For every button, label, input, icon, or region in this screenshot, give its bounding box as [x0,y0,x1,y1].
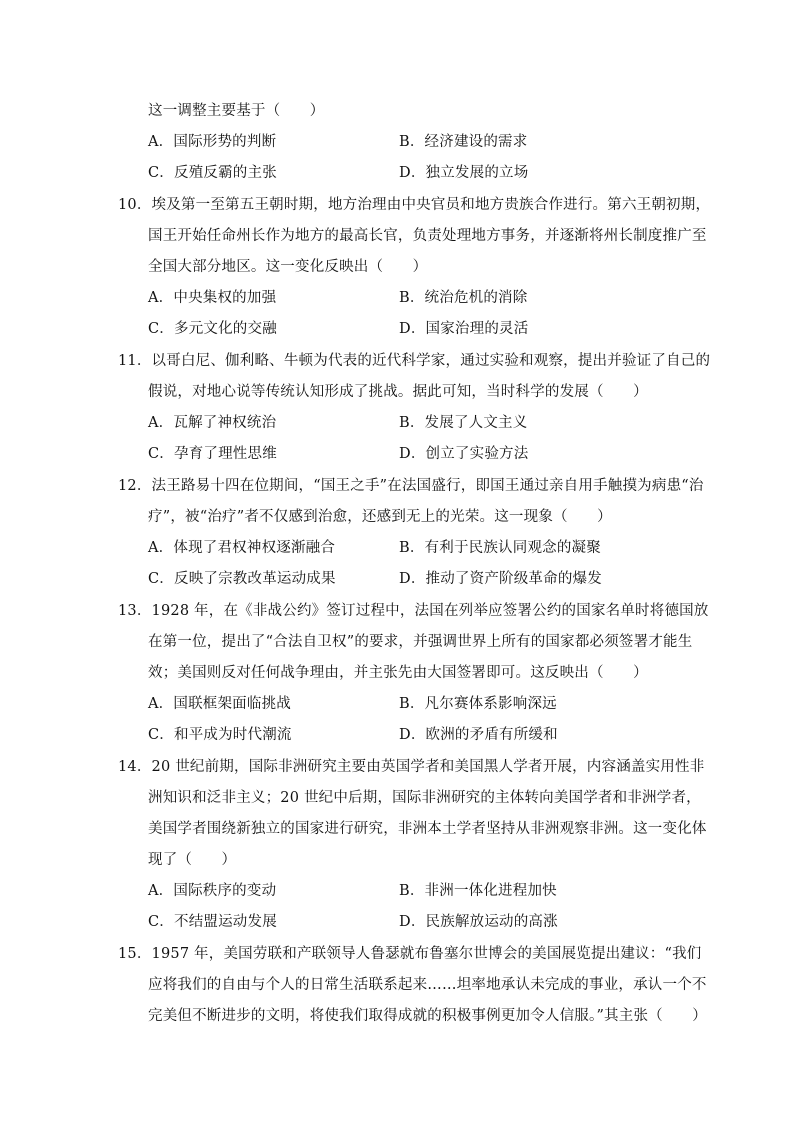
question-10-stem-line-1: 10．埃及第一至第五王朝时期，地方治理由中央官员和地方贵族合作进行。第六王朝初期， [118,197,711,213]
question-14-stem-line-3: 美国学者围绕新独立的国家进行研究，非洲本土学者坚持从非洲观察非洲。这一变化体 [148,821,707,837]
question-15-stem-line-2: 应将我们的自由与个人的日常生活联系起来……坦率地承认未完成的事业，承认一个不 [148,977,707,993]
question-10-stem-line-3: 全国大部分地区。这一变化反映出（ ） [148,259,428,275]
question-11-option-c[interactable]: C．孕育了理性思维 [148,446,277,462]
question-12-stem-line-1: 12．法王路易十四在位期间，“国王之手”在法国盛行，即国王通过亲自用手触摸为病患“治 [118,478,704,494]
question-9-option-b[interactable]: B．经济建设的需求 [399,134,528,150]
question-13-option-c[interactable]: C．和平成为时代潮流 [148,727,292,743]
question-13-option-b[interactable]: B．凡尔赛体系影响深远 [399,696,557,712]
question-14-option-a[interactable]: A．国际秩序的变动 [148,883,277,899]
question-9-stem-tail: 这一调整主要基于（ ） [148,103,325,119]
question-14-option-d[interactable]: D．民族解放运动的高涨 [399,914,558,930]
question-14-stem-line-2: 洲知识和泛非主义；20 世纪中后期，国际非洲研究的主体转向美国学者和非洲学者， [148,790,701,806]
question-14-stem-line-4: 现了（ ） [148,852,237,868]
question-11-stem-line-1: 11．以哥白尼、伽利略、牛顿为代表的近代科学家，通过实验和观察，提出并验证了自己的 [118,353,711,369]
question-9-option-a[interactable]: A．国际形势的判断 [148,134,277,150]
question-14-option-b[interactable]: B．非洲一体化进程加快 [399,883,557,899]
question-13-option-a[interactable]: A．国联框架面临挑战 [148,696,291,712]
question-13-option-d[interactable]: D．欧洲的矛盾有所缓和 [399,727,558,743]
question-13-stem-line-2: 在第一位，提出了“合法自卫权”的要求，并强调世界上所有的国家都必须签署才能生 [148,634,693,650]
question-12-option-a[interactable]: A．体现了君权神权逐渐融合 [148,540,336,556]
question-14-option-c[interactable]: C．不结盟运动发展 [148,914,277,930]
question-12-option-d[interactable]: D．推动了资产阶级革命的爆发 [399,571,602,587]
question-12-option-c[interactable]: C．反映了宗教改革运动成果 [148,571,336,587]
question-10-stem-line-2: 国王开始任命州长作为地方的最高长官，负责处理地方事务，并逐渐将州长制度推广至 [148,228,707,244]
question-10-option-a[interactable]: A．中央集权的加强 [148,290,277,306]
question-9-option-c[interactable]: C．反殖反霸的主张 [148,165,277,181]
question-11-option-a[interactable]: A．瓦解了神权统治 [148,415,277,431]
question-10-option-b[interactable]: B．统治危机的消除 [399,290,528,306]
question-10-option-d[interactable]: D．国家治理的灵活 [399,321,529,337]
question-11-option-d[interactable]: D．创立了实验方法 [399,446,529,462]
question-9-option-d[interactable]: D．独立发展的立场 [399,165,529,181]
question-14-stem-line-1: 14．20 世纪前期，国际非洲研究主要由英国学者和美国黑人学者开展，内容涵盖实用性非 [118,759,705,775]
question-15-stem-line-1: 15．1957 年，美国劳联和产联领导人鲁瑟就布鲁塞尔世博会的美国展览提出建议：“我们 [118,946,702,962]
question-11-stem-line-2: 假说，对地心说等传统认知形成了挑战。据此可知，当时科学的发展（ ） [148,384,648,400]
question-12-option-b[interactable]: B．有利于民族认同观念的凝聚 [399,540,601,556]
question-15-stem-line-3: 完美但不断进步的文明，将使我们取得成就的积极事例更加令人信服。”其主张（ ） [148,1008,707,1024]
question-12-stem-line-2: 疗”，被“治疗”者不仅感到治愈，还感到无上的光荣。这一现象（ ） [148,509,612,525]
question-10-option-c[interactable]: C．多元文化的交融 [148,321,277,337]
question-13-stem-line-3: 效；美国则反对任何战争理由，并主张先由大国签署即可。这反映出（ ） [148,665,648,681]
question-11-option-b[interactable]: B．发展了人文主义 [399,415,528,431]
question-13-stem-line-1: 13．1928 年，在《非战公约》签订过程中，法国在列举应签署公约的国家名单时将德国放 [118,603,709,619]
